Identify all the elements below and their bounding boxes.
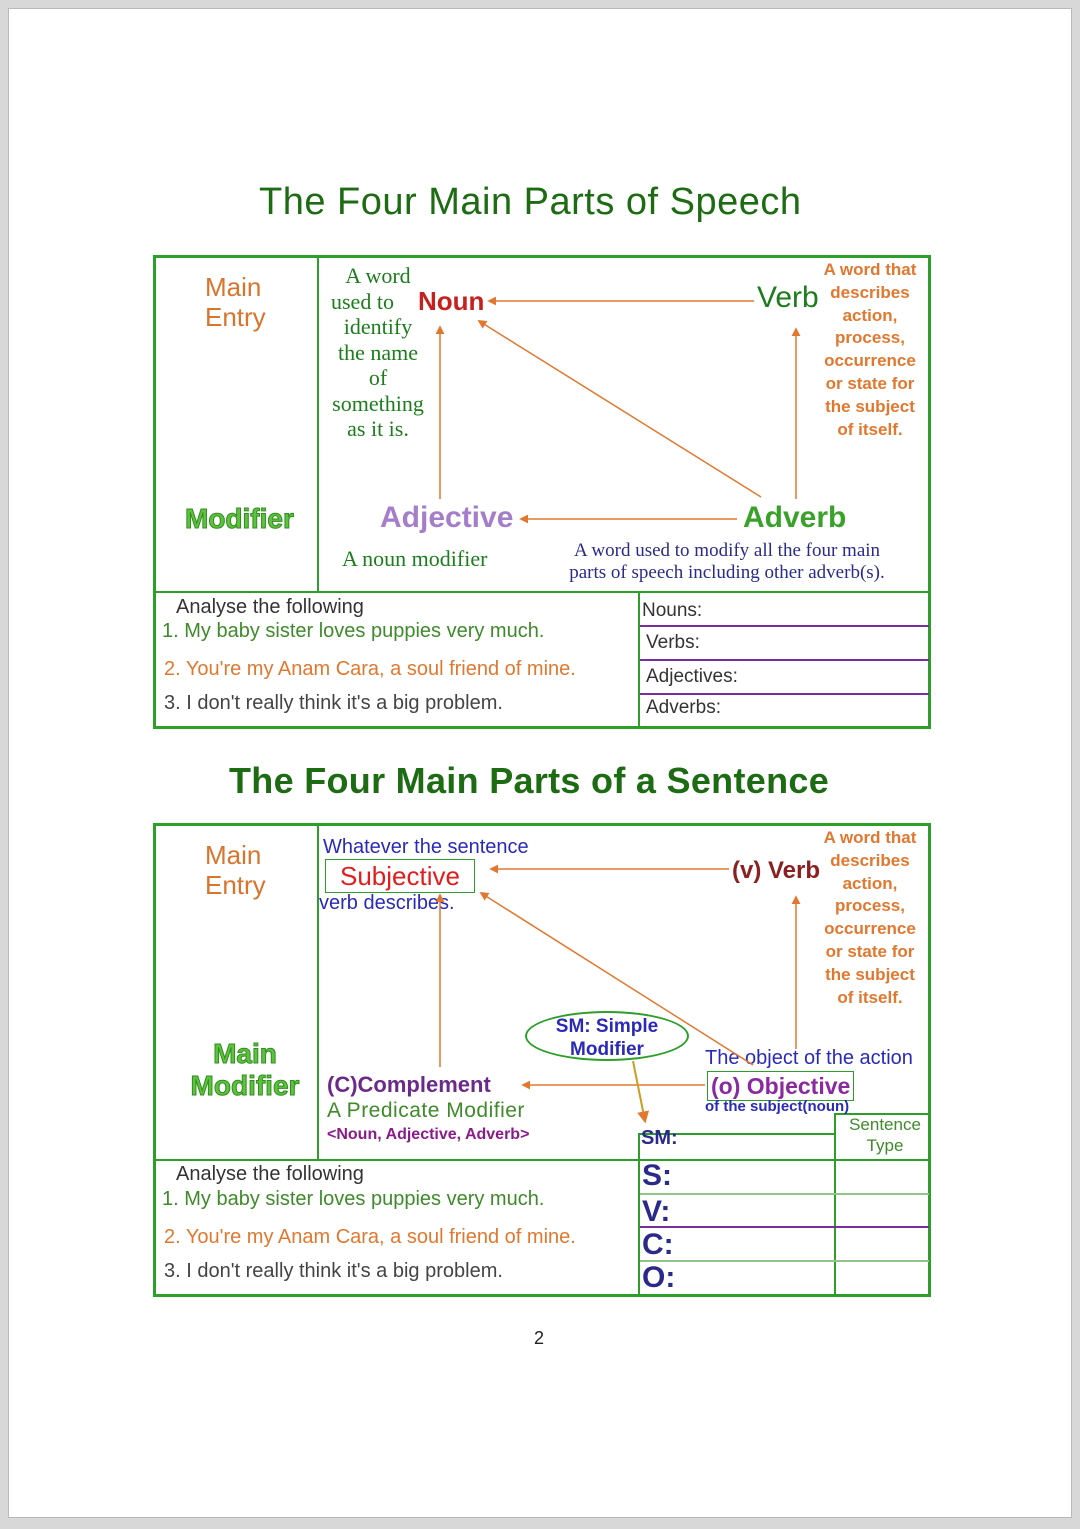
modifier-label: Modifier: [185, 503, 294, 534]
answer-label-sm: SM:: [641, 1127, 678, 1149]
adjective-label: Adjective: [380, 501, 514, 534]
def-line: describes: [830, 850, 910, 870]
def-line: the subject: [825, 964, 915, 984]
def-line: A word that: [823, 260, 917, 279]
def-line: A word that: [823, 828, 917, 847]
def-line: A word: [345, 263, 411, 288]
page-number: 2: [534, 1328, 545, 1348]
noun-label: Noun: [418, 286, 485, 316]
def-line: action,: [842, 305, 898, 325]
main-entry-line: Main: [205, 840, 262, 870]
example-sentence: 2. You're my Anam Cara, a soul friend of mine.: [164, 658, 576, 680]
def-line: or state for: [825, 373, 915, 393]
def-line: describes: [830, 282, 910, 302]
example-sentence: 3. I don't really think it's a big problem.: [164, 1260, 503, 1282]
answer-label-o: O:: [642, 1261, 676, 1294]
header-line: Type: [866, 1136, 904, 1155]
def-line: of itself.: [837, 419, 903, 439]
example-sentence: 1. My baby sister loves puppies very much.: [162, 1188, 545, 1210]
answer-label-nouns: Nouns:: [642, 600, 703, 621]
bubble-line: SM: Simple: [555, 1016, 659, 1037]
def-line: occurrence: [824, 351, 916, 371]
def-line: the subject: [825, 396, 915, 416]
verb-label: (v) Verb: [732, 857, 821, 884]
def-line: parts of speech including other adverb(s).: [569, 562, 885, 583]
def-line: identify: [343, 314, 413, 339]
modifier-pointer-arrow: [633, 1061, 645, 1121]
object-description-bottom: of the subject(noun): [705, 1098, 850, 1115]
subject-description-top: Whatever the sentence: [323, 836, 529, 858]
answer-label-s: S:: [642, 1159, 672, 1192]
subject-description-bottom: verb describes.: [319, 892, 455, 914]
header-line: Sentence: [849, 1115, 921, 1134]
sentence-title: The Four Main Parts of a Sentence: [229, 760, 830, 801]
answer-label-c: C:: [642, 1228, 674, 1261]
answer-label-v: V:: [642, 1195, 671, 1228]
example-sentence: 1. My baby sister loves puppies very much.: [162, 620, 545, 642]
main-modifier-line: Main: [213, 1038, 277, 1069]
answer-label-verbs: Verbs:: [646, 632, 700, 653]
main-modifier-line: Modifier: [190, 1070, 300, 1101]
def-line: of: [368, 365, 388, 390]
verb-label: Verb: [757, 281, 819, 314]
object-to-subject-arrow: [481, 893, 753, 1065]
complement-label: (C)Complement: [327, 1072, 491, 1097]
bubble-line: Modifier: [570, 1039, 644, 1060]
main-entry-line: Main: [205, 272, 262, 302]
answer-label-adjectives: Adjectives:: [646, 666, 738, 687]
def-line: as it is.: [347, 416, 409, 441]
analyse-heading: Analyse the following: [176, 596, 364, 618]
answer-label-adverbs: Adverbs:: [646, 697, 721, 718]
def-line: action,: [842, 873, 898, 893]
objective-label: (o) Objective: [707, 1071, 854, 1101]
adjective-definition: A noun modifier: [342, 546, 488, 571]
def-line: or state for: [825, 941, 915, 961]
main-entry-line: Entry: [205, 870, 266, 900]
def-line: something: [332, 390, 424, 416]
analyse-heading: Analyse the following: [176, 1163, 364, 1185]
main-entry-line: Entry: [205, 302, 266, 332]
def-line: occurrence: [824, 919, 916, 939]
def-line: used to: [331, 288, 394, 314]
subjective-label: Subjective: [325, 859, 475, 893]
def-line: of itself.: [837, 987, 903, 1007]
predicate-modifier-label: A Predicate Modifier: [327, 1099, 525, 1122]
def-line: process,: [835, 896, 905, 916]
example-sentence: 2. You're my Anam Cara, a soul friend of mine.: [164, 1226, 576, 1248]
def-line: the name: [337, 339, 419, 365]
example-sentence: 3. I don't really think it's a big problem.: [164, 692, 503, 714]
speech-title: The Four Main Parts of Speech: [259, 181, 802, 223]
complement-types: <Noun, Adjective, Adverb>: [327, 1126, 530, 1143]
adverb-label: Adverb: [743, 501, 847, 534]
def-line: process,: [835, 328, 905, 348]
def-line: A word used to modify all the four main: [573, 540, 881, 561]
object-description-top: The object of the action: [705, 1047, 913, 1069]
sentence-type-header: [842, 1114, 928, 1156]
document-page: [8, 8, 1072, 1518]
